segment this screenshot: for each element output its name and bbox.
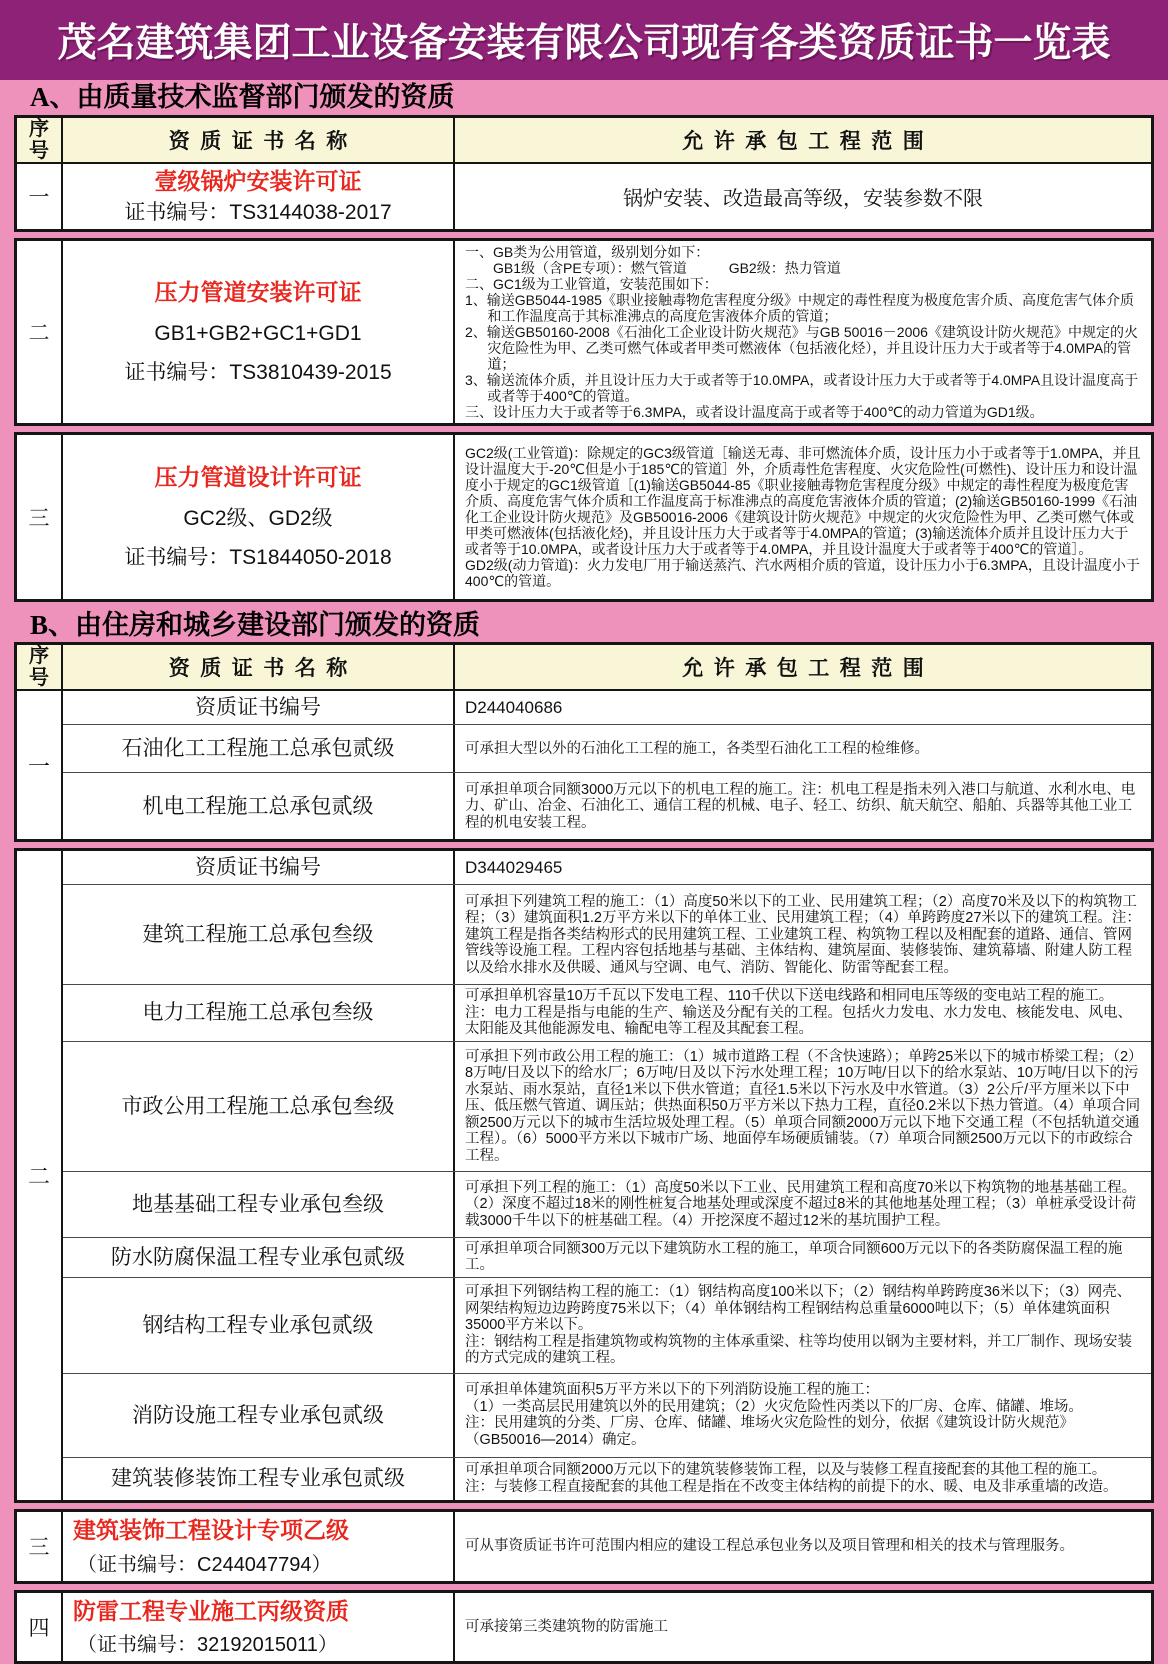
scope-cell xyxy=(455,241,1151,423)
scope-paragraph: 3、输送流体介质，并且设计压力大于或者等于10.0MPA，或者设计压力大于或者等于4.0MPA且设计温度高于或者等于400℃的管道。 xyxy=(465,371,1139,404)
certificate-grades: GC2级、GD2级 xyxy=(183,506,333,530)
scope-cell: 可承担下列建筑工程的施工：（1）高度50米以下的工业、民用建筑工程；（2）高度70米及以下的构筑物工程；（3）建筑面积1.2万平方米以下的单体工业、民用建筑工程；（4）单跨跨度27米以下的建筑工程。注：建筑工程是指各类结构形式的民用建筑工程、工业建筑工程、构筑物工程以及相配套的道路、通信、管网管线等设施工程。工程内容包括地基与基础、主体结构、建筑屋面、装修装饰、建筑幕墙、附建人防工程以及给水排水及供暖、通风与空调、电气、消防、智能化、防雷等配套工程。 xyxy=(465,893,1141,976)
scope-paragraph: 可承担单体建筑面积5万平方米以下的下列消防设施工程的施工： xyxy=(465,1382,880,1399)
scope-paragraph: 三、设计压力大于或者等于6.3MPA，或者设计温度高于或者等于400℃的动力管道为GD1级。 xyxy=(465,403,1044,420)
certificate-title: 建筑装饰工程设计专项乙级 xyxy=(73,1516,349,1543)
table-b-header-row xyxy=(17,645,1151,691)
row-no: 三 xyxy=(17,1512,63,1581)
table-row xyxy=(63,851,1151,885)
certificate-name-cell: 电力工程施工总承包叁级 xyxy=(63,985,455,1041)
col-header-no: 序号 xyxy=(17,118,63,162)
scope-paragraph: 2、输送GB50160-2008《石油化工企业设计防火规范》与GB 50016－2006《建筑设计防火规范》中规定的火灾危险性为甲、乙类可燃气体或者甲类可燃液体（包括液化烃），并且设计压力大于或者等于4.0MPA的管道； xyxy=(465,323,1138,372)
certificate-number: 证书编号：TS1844050-2018 xyxy=(124,546,392,569)
row-no: 四 xyxy=(17,1593,63,1662)
table-row-b4 xyxy=(17,1593,1151,1662)
table-row xyxy=(63,985,1151,1042)
certificate-name-cell: 石油化工工程施工总承包贰级 xyxy=(63,725,455,772)
certificate-number-value: D344029465 xyxy=(465,857,563,877)
certificate-name-cell: 资质证书编号 xyxy=(63,851,455,884)
table-row xyxy=(63,1172,1151,1238)
certificate-number: 证书编号：TS3144038-2017 xyxy=(124,201,392,225)
table-b-box-4 xyxy=(14,1590,1154,1664)
table-row xyxy=(63,773,1151,839)
certificate-name-cell xyxy=(63,435,455,599)
scope-paragraph: 注：民用建筑的分类、厂房、仓库、储罐、堆场火灾危险性的划分，依据《建筑设计防火规范》（GB50016—2014）确定。 xyxy=(465,1415,1074,1448)
certificate-name-cell xyxy=(63,1512,455,1581)
table-a-box-1 xyxy=(14,115,1154,232)
scope-paragraph: 注：钢结构工程是指建筑物或构筑物的主体承重梁、柱等均使用以钢为主要材料，并工厂制作、现场安装的方式完成的建筑工程。 xyxy=(465,1333,1132,1367)
certificate-name-cell: 资质证书编号 xyxy=(63,691,455,724)
certificate-name-cell xyxy=(63,241,455,423)
col-header-name: 资质证书名称 xyxy=(63,645,455,689)
scope-cell: 可承担下列工程的施工：（1）高度50米以下工业、民用建筑工程和高度70米以下构筑物的地基基础工程。（2）深度不超过18米的刚性桩复合地基处理或深度不超过8米的其他地基处理工程；（3）单桩承受设计荷载3000千牛以下的桩基础工程。（4）开挖深度不超过12米的基坑围护工程。 xyxy=(465,1179,1137,1229)
group-1 xyxy=(17,691,1151,839)
scope-cell: 可承接第三类建筑物的防雷施工 xyxy=(465,1618,668,1635)
table-a-header-row xyxy=(17,118,1151,164)
certificate-name-cell: 市政公用工程施工总承包叁级 xyxy=(63,1042,455,1171)
certificate-name-cell: 建筑装修装饰工程专业承包贰级 xyxy=(63,1458,455,1500)
group-2 xyxy=(17,851,1151,1500)
certificate-number: （证书编号：C244047794） xyxy=(77,1553,332,1576)
title-banner xyxy=(0,0,1168,80)
col-header-scope: 允许承包工程范围 xyxy=(682,657,935,681)
certificate-name-cell: 地基基础工程专业承包叁级 xyxy=(63,1172,455,1237)
col-header-scope: 允许承包工程范围 xyxy=(682,129,935,153)
certificate-number-value: D244040686 xyxy=(465,697,563,717)
certificate-name-cell xyxy=(63,1593,455,1662)
group-rows xyxy=(63,691,1151,839)
table-row xyxy=(63,1458,1151,1500)
table-a-box-2 xyxy=(14,238,1154,426)
col-header-name: 资质证书名称 xyxy=(63,118,455,162)
certificate-name-cell: 防水防腐保温工程专业承包贰级 xyxy=(63,1238,455,1277)
table-b xyxy=(14,642,1154,1664)
certificate-title: 防雷工程专业施工丙级资质 xyxy=(73,1597,349,1624)
scope-cell: 可从事资质证书许可范围内相应的建设工程总承包业务以及项目管理和相关的技术与管理服务。 xyxy=(465,1537,1074,1554)
page-title: 茂名建筑集团工业设备安装有限公司现有各类资质证书一览表 xyxy=(57,22,1111,65)
scope-cell: 可承担下列市政公用工程的施工：（1）城市道路工程（不含快速路）；单跨25米以下的城市桥梁工程；（2）8万吨/日及以下的给水厂；6万吨/日及以下污水处理工程；10万吨/日以下的给水泵站、10万吨/日以下的污水泵站、雨水泵站，直径1米以下供水管道；直径1.5米以下污水及中水管道。（3）2公斤/平方厘米以下中压、低压燃气管道、调压站；供热面积50万平方米以下热力工程，直径0.2米以下热力管道。（4）单项合同额2500万元以下的城市生活垃圾处理工程。（5）单项合同额2000万元以下地下交通工程（不包括轨道交通工程）。（6）5000平方米以下城市广场、地面停车场硬质铺装。（7）单项合同额2500万元以下的市政综合工程。 xyxy=(465,1048,1141,1164)
scope-paragraph: 1、输送GB5044-1985《职业接触毒物危害程度分级》中规定的毒性程度为极度危害介质、高度危害气体介质和工作温度高于其标准沸点的高度危害液体介质的管道； xyxy=(465,291,1134,324)
table-row xyxy=(63,1374,1151,1458)
table-row-a1 xyxy=(17,164,1151,229)
row-no: 一 xyxy=(17,164,63,229)
group-no: 一 xyxy=(17,691,63,839)
table-row xyxy=(63,691,1151,725)
certificate-title: 压力管道设计许可证 xyxy=(154,464,362,491)
certificate-number: （证书编号：32192015011） xyxy=(77,1634,338,1657)
row-no: 二 xyxy=(17,241,63,423)
scope-cell: 可承担单机容量10万千瓦以下发电工程、110千伏以下送电线路和相同电压等级的变电站工程的施工。注：电力工程是指与电能的生产、输送及分配有关的工程。包括火力发电、水力发电、核能发电、风电、太阳能及其他能源发电、输配电等工程及其配套工程。 xyxy=(465,988,1132,1038)
certificate-name-cell: 机电工程施工总承包贰级 xyxy=(63,773,455,839)
group-rows xyxy=(63,851,1151,1500)
certificate-name-cell: 建筑工程施工总承包叁级 xyxy=(63,885,455,984)
scope-paragraph: 二、GC1级为工业管道，安装范围如下： xyxy=(465,275,718,292)
certificate-title: 壹级锅炉安装许可证 xyxy=(154,167,362,194)
scope-paragraph: 可承担单项合同额2000万元以下的建筑装修装饰工程，以及与装修工程直接配套的其他工程的施工。 xyxy=(465,1462,1107,1479)
scope-paragraph: GD2级(动力管道)：火力发电厂用于输送蒸汽、汽水两相介质的管道，设计压力小于6.3MPA，且设计温度小于400℃的管道。 xyxy=(465,556,1140,589)
table-a-box-3 xyxy=(14,432,1154,602)
table-a xyxy=(14,115,1154,602)
table-row xyxy=(63,885,1151,985)
scope-paragraph: 注：与装修工程直接配套的其他工程是指在不改变主体结构的前提下的水、暖、电及非承重墙的改造。 xyxy=(465,1478,1118,1495)
scope-cell: 可承担单项合同额300万元以下建筑防水工程的施工，单项合同额600万元以下的各类防腐保温工程的施工。 xyxy=(465,1240,1123,1274)
table-row-a2 xyxy=(17,241,1151,423)
scope-cell xyxy=(455,1374,1151,1457)
row-no: 三 xyxy=(17,435,63,599)
scope-cell: 可承担大型以外的石油化工工程的施工，各类型石油化工工程的检维修。 xyxy=(465,740,929,757)
scope-paragraph: GB1级（含PE专项）：燃气管道 GB2级：热力管道 xyxy=(493,259,841,276)
scope-paragraph: 一、GB类为公用管道，级别划分如下： xyxy=(465,243,710,260)
section-a-heading: A、由质量技术监督部门颁发的资质 xyxy=(30,82,455,112)
scope-paragraph: GC2级(工业管道)：除规定的GC3级管道［输送无毒、非可燃流体介质，设计压力小于或者等于1.0MPA，并且设计温度大于-20℃但是小于185℃的管道］外，介质毒性危害程度、火灾危险性(可燃性)、设计压力和设计温度小于规定的GC1级管道［(1)输送GB5044-85《职业接触毒物危害程度分级》中规定的毒性程度为极度危害介质、高度危害气体介质和工作温度高于标准沸点的高度危害液体介质的管道；(2)输送GB50160-1999《石油化工企业设计防火规范》及GB50016-2006《建筑设计防火规范》中规定的火灾危险性为甲、乙类可燃气体或甲类可燃液体(包括液化烃)，并且设计压力大于或者等于4.0MPA的管道；(3)输送流体介质并且设计压力大于或者等于10.0MPA，或者设计压力大于或者等于4.0MPA，并且设计温度大于或者等于400℃的管道］。 xyxy=(465,444,1141,557)
table-row xyxy=(63,725,1151,773)
col-header-no: 序号 xyxy=(17,645,63,689)
table-row xyxy=(63,1278,1151,1374)
table-row-a3 xyxy=(17,435,1151,599)
certificate-name-cell: 钢结构工程专业承包贰级 xyxy=(63,1278,455,1373)
certificate-name-cell: 消防设施工程专业承包贰级 xyxy=(63,1374,455,1457)
table-b-box-2 xyxy=(14,848,1154,1503)
table-row xyxy=(63,1238,1151,1278)
scope-cell xyxy=(455,435,1151,599)
certificate-grades: GB1+GB2+GC1+GD1 xyxy=(154,321,362,345)
table-row xyxy=(63,1042,1151,1172)
scope-cell xyxy=(455,1458,1151,1500)
certificate-title: 压力管道安装许可证 xyxy=(154,279,362,306)
certificate-number: 证书编号：TS3810439-2015 xyxy=(124,361,392,384)
scope-cell: 可承担单项合同额3000万元以下的机电工程的施工。注：机电工程是指未列入港口与航道、水利水电、电力、矿山、冶金、石油化工、通信工程的机械、电子、轻工、纺织、航天航空、船舶、兵器等其他工业工程的机电安装工程。 xyxy=(465,781,1136,831)
certificate-name-cell xyxy=(63,164,455,229)
table-b-box-3 xyxy=(14,1509,1154,1584)
scope-cell: 锅炉安装、改造最高等级，安装参数不限 xyxy=(623,187,983,210)
scope-cell xyxy=(455,1278,1151,1373)
group-no: 二 xyxy=(17,851,63,1500)
section-b-heading: B、由住房和城乡建设部门颁发的资质 xyxy=(30,609,481,640)
scope-paragraph: （1）一类高层民用建筑以外的民用建筑；（2）火灾危险性丙类以下的厂房、仓库、储罐、堆场。 xyxy=(465,1398,1083,1415)
table-b-box-1 xyxy=(14,642,1154,842)
table-row-b3 xyxy=(17,1512,1151,1581)
scope-paragraph: 可承担下列钢结构工程的施工：（1）钢结构高度100米以下；（2）钢结构单跨跨度36米以下；（3）网壳、网架结构短边边跨跨度75米以下；（4）单体钢结构工程钢结构总重量6000吨以下；（5）单体建筑面积35000平方米以下。 xyxy=(465,1284,1132,1334)
